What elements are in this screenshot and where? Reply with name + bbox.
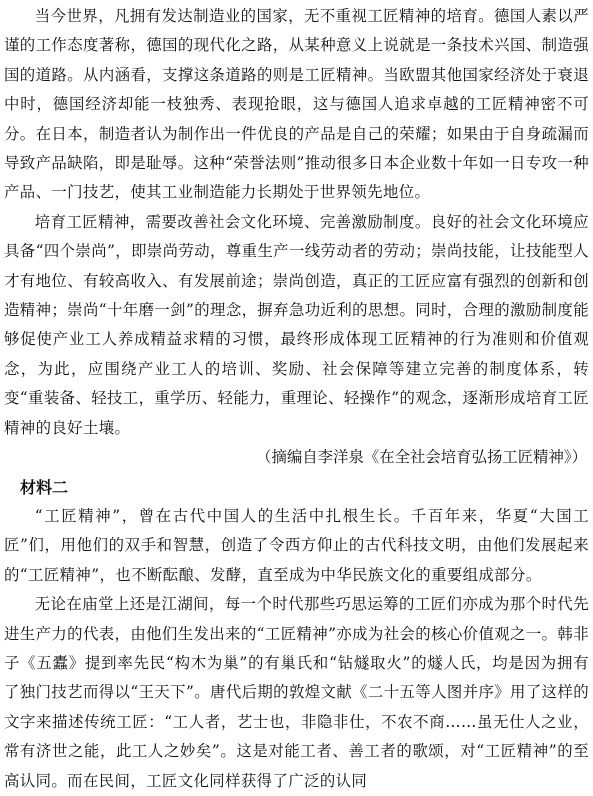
material-one-paragraph-2: 培育工匠精神，需要改善社会文化环境、完善激励制度。良好的社会文化环境应具备“四个崇尚”，即崇尚劳动，尊重生产一线劳动者的劳动；崇尚技能，让技能型人才有地位、有较高收入、有发展前途；崇尚创造，真正的工匠应富有强烈的创新和创造精神；崇尚“十年磨一剑”的理念，摒弃急功近利的思想。同时，合理的激励制度能够促使产业工人养成精益求精的习惯，最终形成体现工匠精神的行为准则和价值观念，为此，应围绕产业工人的培训、奖励、社会保障等建立完善的制度体系，转变“重装备、轻技工，重学历、轻能力，重理论、轻操作”的观念，逐渐形成培育工匠精神的良好土壤。	[4, 212, 589, 437]
material-two-paragraph-1: “工匠精神”，曾在古代中国人的生活中扎根生长。千百年来，华夏“大国工匠”们，用他们的双手和智慧，创造了令西方仰止的古代科技文明，由他们发展起来的“工匠精神”，也不断酝酿、发酵，直至成为中华民族文化的重要组成部分。	[4, 506, 589, 584]
material-one-paragraph-1: 当今世界，凡拥有发达制造业的国家，无不重视工匠精神的培育。德国人素以严谨的工作态度著称，德国的现代化之路，从某种意义上说就是一条技术兴国、制造强国的道路。从内涵看，支撑这条道路的则是工匠精神。当欧盟其他国家经济处于衰退中时，德国经济却能一枝独秀、表现抢眼，这与德国人追求卓越的工匠精神密不可分。在日本，制造者认为制作出一件优良的产品是自己的荣耀；如果由于自身疏漏而导致产品缺陷，即是耻辱。这种“荣誉法则”推动很多日本企业数十年如一日专攻一种产品、一门技艺，使其工业制造能力长期处于世界领先地位。	[4, 7, 589, 202]
material-two-heading: 材料二	[20, 477, 69, 497]
material-two-paragraph-2: 无论在庙堂上还是江湖间，每一个时代那些巧思运筹的工匠们亦成为那个时代先进生产力的代表，由他们生发出来的“工匠精神”亦成为社会的核心价值观之一。韩非子《五蠹》提到率先民“构木为巢”的有巢氏和“钻燧取火”的燧人氏，均是因为拥有了独门技艺而得以“王天下”。唐代后期的敦煌文献《二十五等人图并序》用了这样的文字来描述传统工匠：“工人者，艺士也，非隐非仕，不农不商……虽无仕人之业，常有济世之能，此工人之妙矣”。这是对能工者、善工者的歌颂，对“工匠精神”的至高认同。而在民间，工匠文化同样获得了广泛的认同	[4, 595, 589, 790]
material-one-source: （摘编自李洋泉《在全社会培育弘扬工匠精神》）	[256, 448, 587, 467]
